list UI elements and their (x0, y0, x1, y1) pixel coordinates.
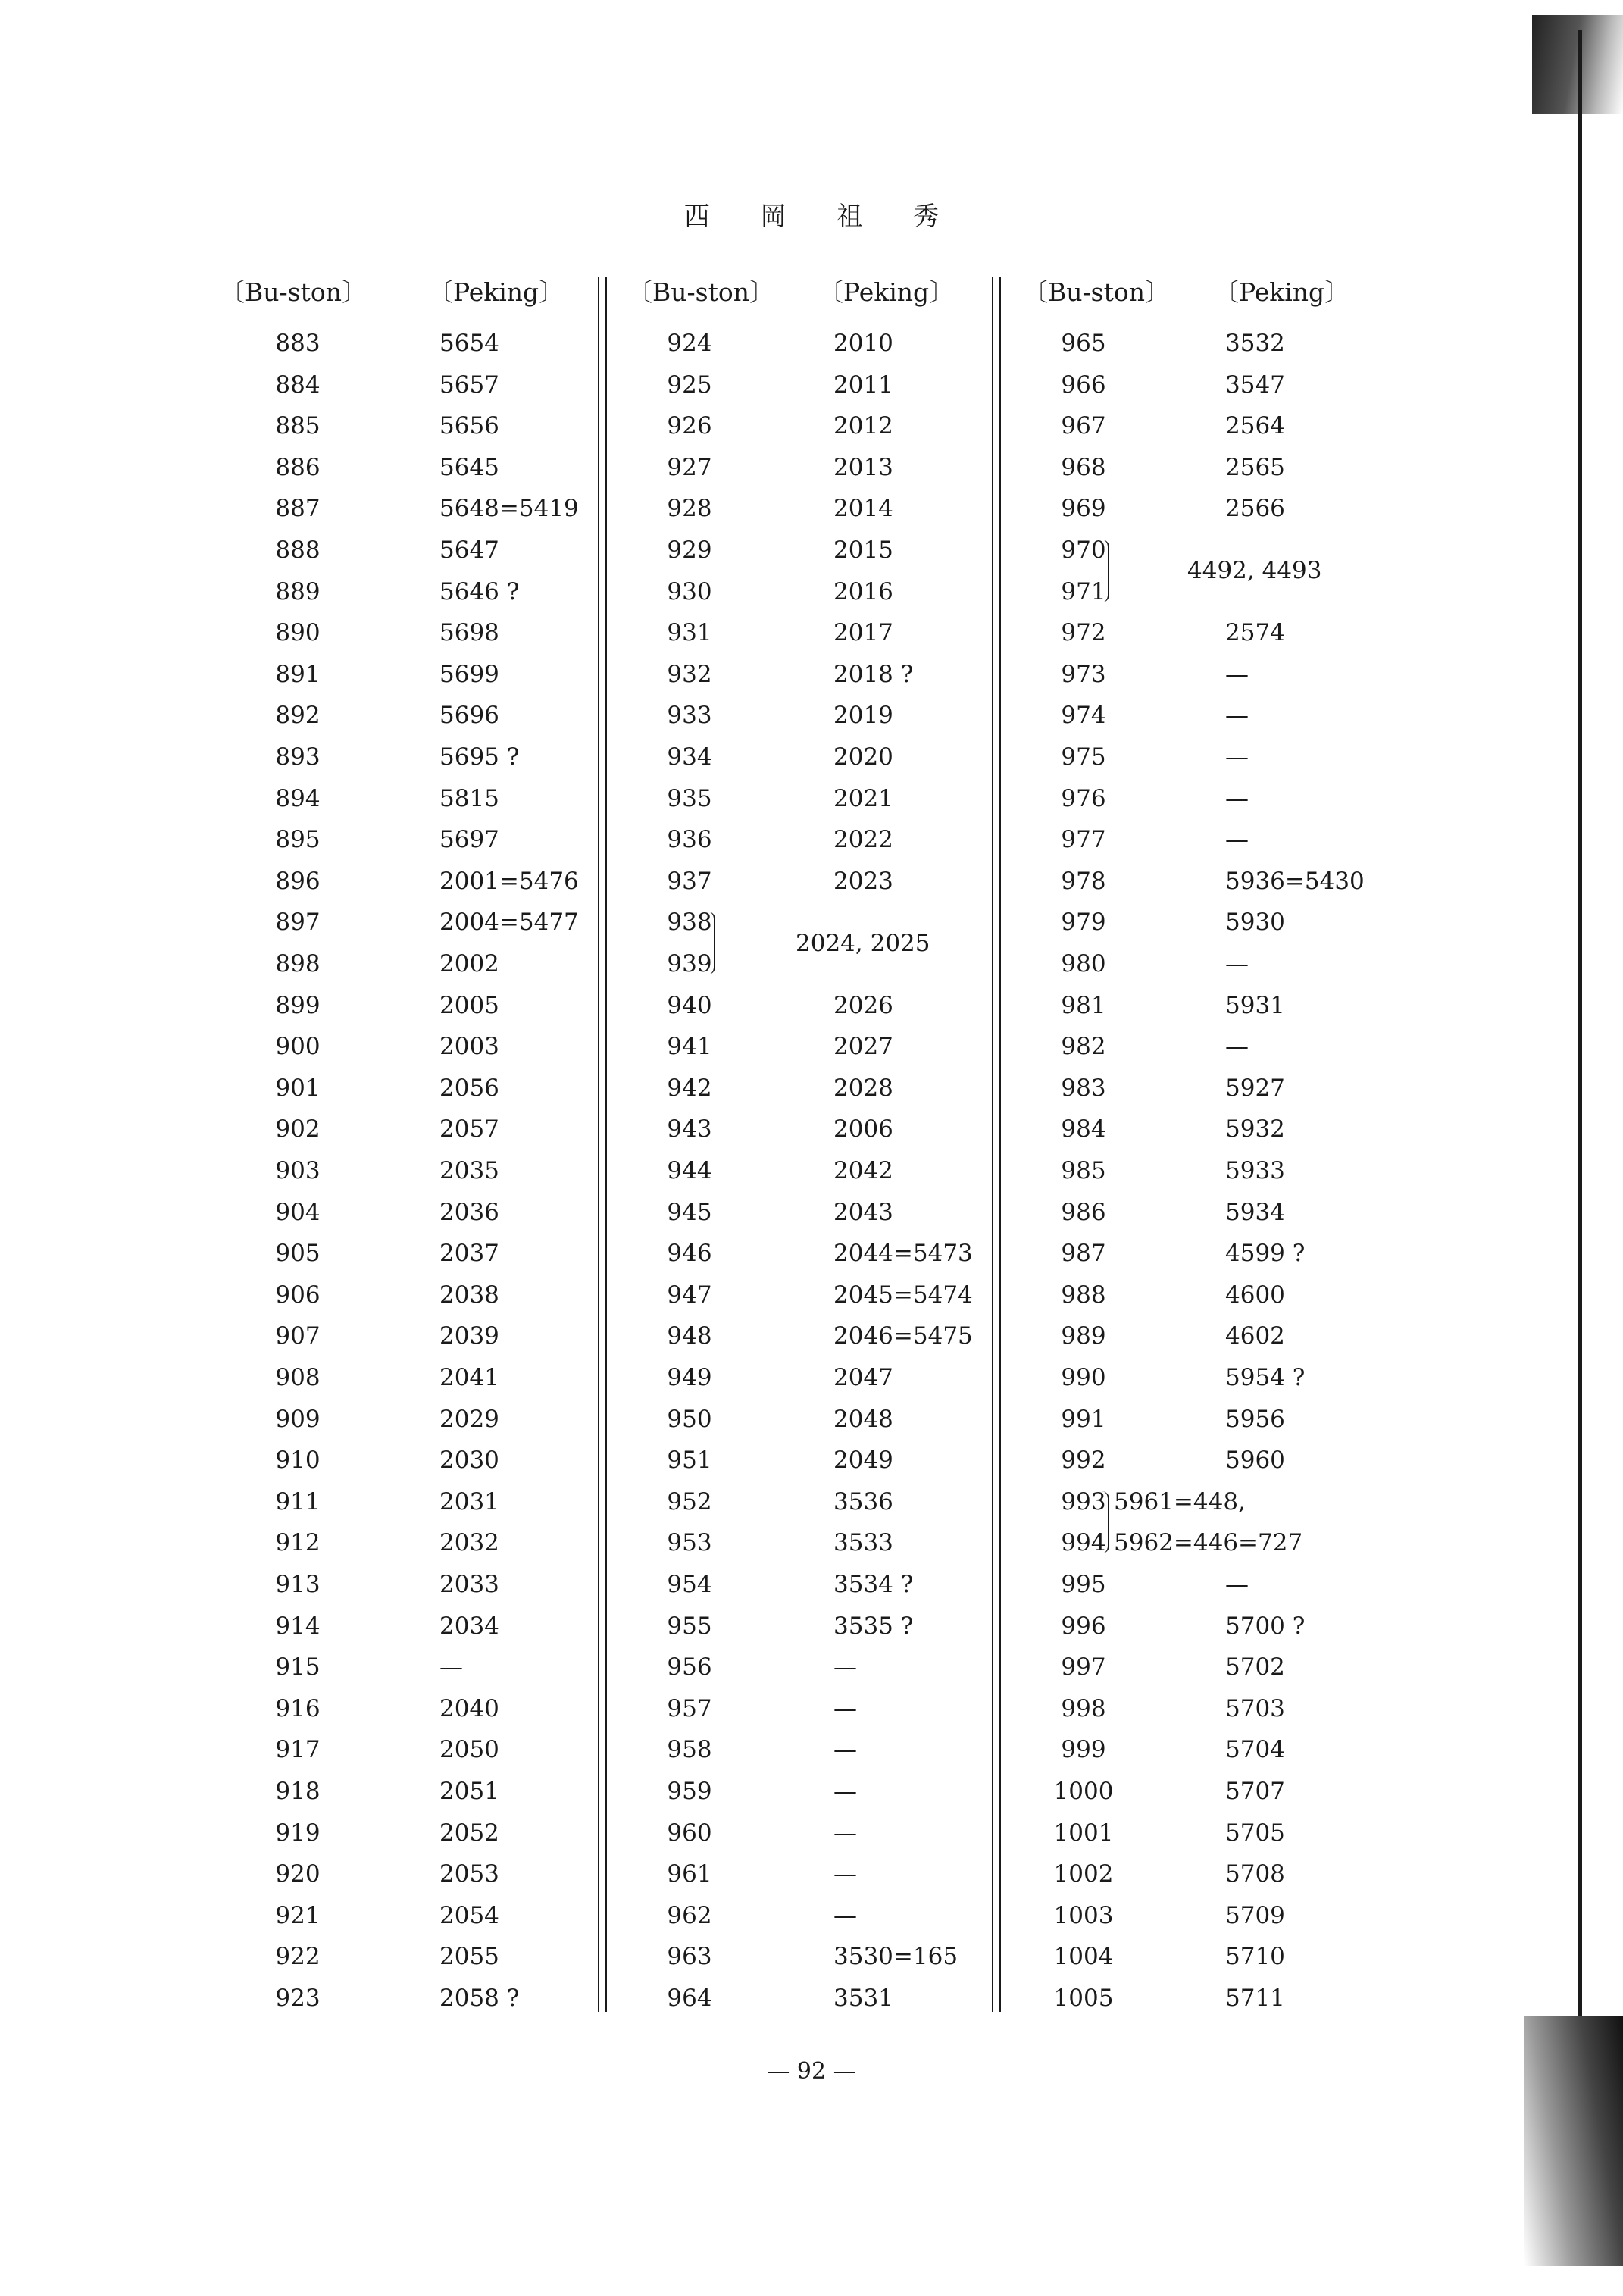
peking-number: 2012 (833, 412, 893, 440)
bu-ston-number: 904 (275, 1198, 321, 1226)
peking-number: 5707 (1225, 1778, 1285, 1805)
peking-number: 2574 (1225, 619, 1285, 647)
peking-number: 5703 (1225, 1694, 1285, 1722)
bu-ston-number: 960 (667, 1819, 712, 1847)
bu-ston-number: 996 (1061, 1612, 1106, 1640)
peking-number: 4602 (1225, 1322, 1285, 1350)
peking-number: 2053 (439, 1860, 499, 1888)
bu-ston-number: 942 (667, 1074, 712, 1102)
peking-number: 5704 (1225, 1736, 1285, 1764)
peking-number: — (833, 1901, 857, 1929)
peking-number: 3531 (833, 1985, 893, 2012)
peking-number: 5711 (1225, 1985, 1285, 2012)
bu-ston-number: 928 (667, 495, 712, 523)
peking-number: 5933 (1225, 1157, 1285, 1184)
peking-number: 3535 ? (833, 1612, 914, 1640)
peking-number: 2028 (833, 1074, 893, 1102)
peking-number: 2056 (439, 1074, 499, 1102)
bu-ston-number: 980 (1061, 950, 1106, 978)
peking-number: 2022 (833, 826, 893, 854)
bu-ston-number: 951 (667, 1447, 712, 1475)
bu-ston-number: 974 (1061, 702, 1106, 730)
peking-number: 2017 (833, 619, 893, 647)
peking-number: 2021 (833, 784, 893, 812)
bu-ston-number: 918 (275, 1778, 321, 1805)
bu-ston-number: 911 (275, 1487, 321, 1516)
peking-number: 5646 ? (439, 577, 520, 605)
peking-number: 2013 (833, 453, 893, 481)
peking-number: 2020 (833, 743, 893, 771)
bu-ston-number: 935 (667, 784, 712, 812)
peking-number: 5956 (1225, 1405, 1285, 1433)
peking-number: 5954 ? (1225, 1364, 1306, 1391)
bu-ston-number: 994 (1061, 1529, 1106, 1557)
bu-ston-number: 898 (275, 950, 321, 978)
bu-ston-number: 932 (667, 660, 712, 688)
peking-number: 2051 (439, 1778, 499, 1805)
bu-ston-number: 883 (275, 330, 321, 357)
bu-ston-number: 886 (275, 453, 321, 481)
peking-number: — (1225, 660, 1249, 688)
peking-number: 2027 (833, 1033, 893, 1061)
peking-number: 5702 (1225, 1653, 1285, 1681)
bu-ston-number: 916 (275, 1694, 321, 1722)
peking-number: 2005 (439, 991, 499, 1019)
bu-ston-number: 914 (275, 1612, 321, 1640)
bu-ston-number: 952 (667, 1487, 712, 1516)
bu-ston-number: 884 (275, 371, 321, 399)
peking-number: 2565 (1225, 453, 1285, 481)
bu-ston-number: 970 (1061, 536, 1106, 564)
peking-number: 5656 (439, 412, 499, 440)
peking-number: 5960 (1225, 1447, 1285, 1475)
bu-ston-number: 941 (667, 1033, 712, 1061)
peking-number: 2019 (833, 702, 893, 730)
peking-number: 5648=5419 (439, 495, 579, 523)
grouping-brace (706, 912, 715, 974)
peking-number: 2003 (439, 1033, 499, 1061)
peking-number: 3536 (833, 1487, 893, 1516)
peking-number: 2045=5474 (833, 1281, 973, 1309)
peking-grouped-value: 4492, 4493 (1187, 557, 1322, 585)
bu-ston-number: 915 (275, 1653, 321, 1681)
peking-number: — (1225, 950, 1249, 978)
header-bu-ston: 〔Bu-ston〕 (1023, 277, 1170, 307)
bu-ston-number: 909 (275, 1405, 321, 1433)
peking-number: 2054 (439, 1901, 499, 1929)
bu-ston-number: 938 (667, 909, 712, 937)
peking-number: 5932 (1225, 1115, 1285, 1143)
peking-number: 2002 (439, 950, 499, 978)
bu-ston-number: 934 (667, 743, 712, 771)
bu-ston-number: 997 (1061, 1653, 1106, 1681)
peking-number: 5700 ? (1225, 1612, 1306, 1640)
bu-ston-number: 971 (1061, 577, 1106, 605)
peking-number: 2564 (1225, 412, 1285, 440)
peking-number: 2001=5476 (439, 867, 579, 895)
bu-ston-number: 893 (275, 743, 321, 771)
peking-number: — (833, 1778, 857, 1805)
bu-ston-number: 908 (275, 1364, 321, 1391)
peking-number: 2016 (833, 577, 893, 605)
peking-number: 2058 ? (439, 1985, 520, 2012)
bu-ston-number: 955 (667, 1612, 712, 1640)
peking-number: 2044=5473 (833, 1240, 973, 1268)
bu-ston-number: 936 (667, 826, 712, 854)
bu-ston-number: 901 (275, 1074, 321, 1102)
peking-number: 5647 (439, 536, 499, 564)
peking-number: 2041 (439, 1364, 499, 1391)
bu-ston-number: 919 (275, 1819, 321, 1847)
bu-ston-number: 987 (1061, 1240, 1106, 1268)
bu-ston-number: 992 (1061, 1447, 1106, 1475)
peking-number: 3532 (1225, 330, 1285, 357)
bu-ston-number: 956 (667, 1653, 712, 1681)
header-bu-ston: 〔Bu-ston〕 (627, 277, 774, 307)
bu-ston-number: 921 (275, 1901, 321, 1929)
bu-ston-number: 924 (667, 330, 712, 357)
bu-ston-number: 925 (667, 371, 712, 399)
bu-ston-number: 890 (275, 619, 321, 647)
bu-ston-number: 917 (275, 1736, 321, 1764)
bu-ston-number: 926 (667, 412, 712, 440)
peking-number: 5695 ? (439, 743, 520, 771)
peking-number: — (1225, 702, 1249, 730)
bu-ston-number: 985 (1061, 1157, 1106, 1184)
peking-number: 2006 (833, 1115, 893, 1143)
bu-ston-number: 972 (1061, 619, 1106, 647)
bu-ston-number: 1002 (1053, 1860, 1114, 1888)
peking-number: 2029 (439, 1405, 499, 1433)
peking-number: 2030 (439, 1447, 499, 1475)
peking-number: — (1225, 743, 1249, 771)
peking-number: 5927 (1225, 1074, 1285, 1102)
peking-number: 4600 (1225, 1281, 1285, 1309)
peking-number: 5697 (439, 826, 499, 854)
peking-number: — (1225, 1033, 1249, 1061)
peking-number: — (833, 1653, 857, 1681)
grouping-brace (1100, 1491, 1109, 1554)
bu-ston-number: 946 (667, 1240, 712, 1268)
bu-ston-number: 888 (275, 536, 321, 564)
bu-ston-number: 931 (667, 619, 712, 647)
bu-ston-number: 949 (667, 1364, 712, 1391)
bu-ston-number: 907 (275, 1322, 321, 1350)
bu-ston-number: 989 (1061, 1322, 1106, 1350)
bu-ston-number: 891 (275, 660, 321, 688)
peking-grouped-value: 5961=448, 5962=446=727 (1114, 1488, 1303, 1557)
bu-ston-number: 966 (1061, 371, 1106, 399)
peking-number: 5815 (439, 784, 499, 812)
bu-ston-number: 986 (1061, 1198, 1106, 1226)
bu-ston-number: 979 (1061, 909, 1106, 937)
peking-number: 5657 (439, 371, 499, 399)
bu-ston-number: 927 (667, 453, 712, 481)
bu-ston-number: 944 (667, 1157, 712, 1184)
peking-number: 2049 (833, 1447, 893, 1475)
peking-number: 2011 (833, 371, 893, 399)
peking-number: 5931 (1225, 991, 1285, 1019)
bu-ston-number: 895 (275, 826, 321, 854)
peking-number: 2004=5477 (439, 909, 579, 937)
bu-ston-number: 988 (1061, 1281, 1106, 1309)
bu-ston-number: 990 (1061, 1364, 1106, 1391)
bu-ston-number: 964 (667, 1985, 712, 2012)
peking-number: 5696 (439, 702, 499, 730)
bu-ston-number: 965 (1061, 330, 1106, 357)
peking-number: 2018 ? (833, 660, 914, 688)
peking-number: 2015 (833, 536, 893, 564)
bu-ston-number: 943 (667, 1115, 712, 1143)
bu-ston-number: 982 (1061, 1033, 1106, 1061)
grouping-brace (1100, 540, 1109, 602)
peking-number: 2032 (439, 1529, 499, 1557)
bu-ston-number: 981 (1061, 991, 1106, 1019)
peking-number: 2037 (439, 1240, 499, 1268)
bu-ston-number: 892 (275, 702, 321, 730)
peking-grouped-value: 2024, 2025 (796, 929, 930, 957)
bu-ston-number: 961 (667, 1860, 712, 1888)
header-bu-ston: 〔Bu-ston〕 (220, 277, 367, 307)
bu-ston-number: 948 (667, 1322, 712, 1350)
peking-number: — (1225, 826, 1249, 854)
bu-ston-number: 977 (1061, 826, 1106, 854)
bu-ston-number: 937 (667, 867, 712, 895)
bu-ston-number: 967 (1061, 412, 1106, 440)
peking-number: 3534 ? (833, 1571, 914, 1598)
peking-number: 2046=5475 (833, 1322, 973, 1350)
peking-number: 5645 (439, 453, 499, 481)
column-divider-2 (992, 277, 1001, 2012)
bu-ston-number: 993 (1061, 1487, 1106, 1516)
peking-number: 2026 (833, 991, 893, 1019)
bu-ston-number: 933 (667, 702, 712, 730)
bu-ston-number: 912 (275, 1529, 321, 1557)
bu-ston-number: 930 (667, 577, 712, 605)
page-edge-shadow (1517, 0, 1623, 2296)
bu-ston-number: 976 (1061, 784, 1106, 812)
peking-number: 2014 (833, 495, 893, 523)
bu-ston-number: 995 (1061, 1571, 1106, 1598)
peking-number: — (439, 1653, 463, 1681)
peking-number: 2039 (439, 1322, 499, 1350)
bu-ston-number: 897 (275, 909, 321, 937)
bu-ston-number: 945 (667, 1198, 712, 1226)
peking-number: — (833, 1860, 857, 1888)
bu-ston-number: 939 (667, 950, 712, 978)
peking-number: 5698 (439, 619, 499, 647)
bu-ston-number: 1005 (1053, 1985, 1114, 2012)
bu-ston-number: 954 (667, 1571, 712, 1598)
peking-number: — (1225, 1571, 1249, 1598)
peking-number: 2052 (439, 1819, 499, 1847)
bu-ston-number: 998 (1061, 1694, 1106, 1722)
peking-number: 5705 (1225, 1819, 1285, 1847)
peking-number: 2038 (439, 1281, 499, 1309)
header-peking: 〔Peking〕 (1214, 277, 1350, 307)
bu-ston-number: 900 (275, 1033, 321, 1061)
bu-ston-number: 940 (667, 991, 712, 1019)
bu-ston-number: 906 (275, 1281, 321, 1309)
peking-number: 5709 (1225, 1901, 1285, 1929)
bu-ston-number: 899 (275, 991, 321, 1019)
bu-ston-number: 957 (667, 1694, 712, 1722)
peking-number: 5934 (1225, 1198, 1285, 1226)
bu-ston-number: 950 (667, 1405, 712, 1433)
peking-number: 5710 (1225, 1943, 1285, 1971)
peking-number: 5699 (439, 660, 499, 688)
bu-ston-number: 973 (1061, 660, 1106, 688)
page-title: 西 岡 祖 秀 (683, 202, 961, 232)
bu-ston-number: 1004 (1053, 1943, 1114, 1971)
peking-number: 2023 (833, 867, 893, 895)
peking-number: 2031 (439, 1487, 499, 1516)
peking-number: 5936=5430 (1225, 867, 1365, 895)
peking-number: 3530=165 (833, 1943, 958, 1971)
bu-ston-number: 962 (667, 1901, 712, 1929)
bu-ston-number: 923 (275, 1985, 321, 2012)
peking-number: 2057 (439, 1115, 499, 1143)
bu-ston-number: 889 (275, 577, 321, 605)
peking-number: — (1225, 784, 1249, 812)
peking-number: — (833, 1819, 857, 1847)
page-number: — 92 — (767, 2058, 856, 2085)
bu-ston-number: 958 (667, 1736, 712, 1764)
bu-ston-number: 1003 (1053, 1901, 1114, 1929)
column-divider-1 (598, 277, 607, 2012)
peking-number: — (833, 1736, 857, 1764)
peking-number: 2042 (833, 1157, 893, 1184)
peking-number: 2055 (439, 1943, 499, 1971)
peking-number: 2035 (439, 1157, 499, 1184)
bu-ston-number: 894 (275, 784, 321, 812)
bu-ston-number: 975 (1061, 743, 1106, 771)
bu-ston-number: 920 (275, 1860, 321, 1888)
peking-number: — (833, 1694, 857, 1722)
bu-ston-number: 910 (275, 1447, 321, 1475)
bu-ston-number: 991 (1061, 1405, 1106, 1433)
bu-ston-number: 903 (275, 1157, 321, 1184)
bu-ston-number: 968 (1061, 453, 1106, 481)
peking-number: 2050 (439, 1736, 499, 1764)
bu-ston-number: 1001 (1053, 1819, 1114, 1847)
peking-number: 2566 (1225, 495, 1285, 523)
bu-ston-number: 947 (667, 1281, 712, 1309)
peking-number: 2034 (439, 1612, 499, 1640)
peking-number: 2048 (833, 1405, 893, 1433)
bu-ston-number: 929 (667, 536, 712, 564)
peking-number: 2040 (439, 1694, 499, 1722)
bu-ston-number: 913 (275, 1571, 321, 1598)
bu-ston-number: 984 (1061, 1115, 1106, 1143)
bu-ston-number: 885 (275, 412, 321, 440)
peking-number: 2043 (833, 1198, 893, 1226)
bu-ston-number: 922 (275, 1943, 321, 1971)
bu-ston-number: 999 (1061, 1736, 1106, 1764)
bu-ston-number: 902 (275, 1115, 321, 1143)
bu-ston-number: 963 (667, 1943, 712, 1971)
peking-number: 5930 (1225, 909, 1285, 937)
bu-ston-number: 969 (1061, 495, 1106, 523)
peking-number: 2036 (439, 1198, 499, 1226)
bu-ston-number: 1000 (1053, 1778, 1114, 1805)
bu-ston-number: 896 (275, 867, 321, 895)
peking-number: 3547 (1225, 371, 1285, 399)
bu-ston-number: 983 (1061, 1074, 1106, 1102)
bu-ston-number: 887 (275, 495, 321, 523)
bu-ston-number: 905 (275, 1240, 321, 1268)
peking-number: 5654 (439, 330, 499, 357)
bu-ston-number: 953 (667, 1529, 712, 1557)
peking-number: 2010 (833, 330, 893, 357)
bu-ston-number: 978 (1061, 867, 1106, 895)
peking-number: 2033 (439, 1571, 499, 1598)
header-peking: 〔Peking〕 (428, 277, 564, 307)
header-peking: 〔Peking〕 (818, 277, 955, 307)
peking-number: 2047 (833, 1364, 893, 1391)
bu-ston-number: 959 (667, 1778, 712, 1805)
peking-number: 4599 ? (1225, 1240, 1306, 1268)
peking-number: 5708 (1225, 1860, 1285, 1888)
peking-number: 3533 (833, 1529, 893, 1557)
